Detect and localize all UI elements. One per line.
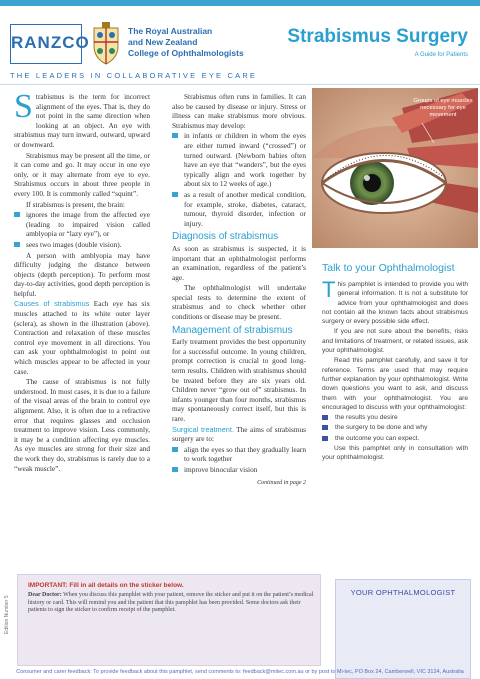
paragraph: If you are not sure about the benefits, risks and limitations of treatment, or related issues, ask your ophthalmologist. bbox=[322, 328, 468, 355]
causes-paragraph bbox=[14, 299, 150, 376]
surgical-heading: Surgical treatment. bbox=[172, 424, 234, 434]
college-logo bbox=[10, 20, 290, 70]
bullet-square-icon bbox=[322, 436, 328, 441]
diagnosis-heading: Diagnosis of strabismus bbox=[172, 231, 279, 243]
management-heading: Management of strabismus bbox=[172, 324, 293, 336]
bullet-square-icon bbox=[172, 447, 178, 452]
bullet-text: sees two images (double vision). bbox=[26, 239, 122, 249]
bullet-text: ignores the image from the affected eye (leading to impaired vision called amblyopia or “lazy eye”), or bbox=[26, 210, 150, 239]
bullet-text: the results you desire bbox=[335, 414, 398, 422]
bullet-square-icon bbox=[14, 212, 20, 217]
paragraph: If strabismus is present, the brain: bbox=[26, 199, 125, 209]
bullet-item bbox=[322, 434, 468, 443]
edition-number: Edition Number 5 bbox=[4, 595, 10, 634]
aim-item bbox=[172, 445, 306, 464]
tagline: THE LEADERS IN COLLABORATIVE EYE CARE bbox=[10, 71, 258, 80]
column-1 bbox=[14, 88, 150, 474]
header-divider bbox=[0, 84, 480, 85]
paragraph: The ophthalmologist will undertake special tests to determine the extent of strabismus and to check whether other conditions or disease may be present. bbox=[172, 283, 306, 322]
bullet-square-icon bbox=[172, 467, 178, 472]
important-body: When you discuss this pamphlet with your patient, remove the sticker and put it on the patient’s medical history or card. This will remind you and the patient that this pamphlet has been provided. Some doctors ask their patients to sign the sticker to confirm receipt of the pamphlet. bbox=[28, 592, 314, 613]
paragraph: The cause of strabismus is not fully understood. In most cases, it is due to a failure of the visual areas of the brain to control eye alignment. Also, it is often due to a refractive error that requires glasses and occlusion treatment to improve vision. Less commonly, it may be a condition affecting eye muscles. As eye muscles are strong for their size and the work they do, strabismus is rarely due to a “weak muscle”. bbox=[14, 377, 150, 473]
top-accent-bar bbox=[0, 0, 480, 6]
paragraph: Read this pamphlet carefully, and save it for reference. Terms are used that may require further explanation by your ophthalmologist. Write down questions you want to ask, and discuss them with your ophthalmologist. You are encouraged to discuss with your ophthalmologist: bbox=[322, 357, 468, 411]
important-text bbox=[28, 592, 314, 615]
bullet-item bbox=[172, 131, 306, 189]
bullet-text: the surgery to be done and why bbox=[335, 424, 428, 432]
ranzco-logo: RANZCO bbox=[10, 24, 82, 64]
paragraph: Strabismus may be present all the time, or it can come and go. It may occur in one eye only, or it may alternate from eye to eye. Strabismus occurs in about three people in every 100. It is commonly called “squint”. bbox=[14, 150, 150, 198]
talk-heading: Talk to your Ophthalmologist bbox=[322, 262, 455, 274]
sclera-label: Sclera bbox=[406, 184, 424, 190]
bullet-square-icon bbox=[172, 192, 178, 197]
aim-item bbox=[172, 465, 306, 475]
muscles-label: Groups of eye muscles necessary for eye movement bbox=[413, 98, 473, 118]
bullet-square-icon bbox=[172, 133, 178, 138]
page-subtitle: A Guide for Patients bbox=[414, 52, 468, 58]
bullet-item bbox=[14, 210, 150, 239]
college-name: The Royal Australian and New Zealand College of Ophthalmologists bbox=[128, 26, 244, 58]
bullet-square-icon bbox=[322, 415, 328, 420]
ophthalmologist-sticker-area bbox=[335, 579, 471, 679]
talk-intro-text: his pamphlet is intended to provide you with general information. It is not a substitute for advice from your ophthalmologist and does not contain all the known facts about strabismus surgery or every possible side effect. bbox=[322, 281, 468, 326]
eye-muscle-illustration bbox=[312, 88, 478, 248]
page-title: Strabismus Surgery bbox=[287, 26, 468, 47]
bullet-item bbox=[322, 423, 468, 432]
bullet-text: improve binocular vision bbox=[184, 464, 258, 474]
intro-text: trabismus is the term for incorrect alignment of the eyes. That is, they do not point in the same direction when looking at an object. An eye with strabismus may turn inward, outward, upward or downward. bbox=[14, 92, 150, 149]
important-notice-box bbox=[17, 574, 321, 666]
causes-heading: Causes of strabismus bbox=[14, 299, 90, 309]
bullet-square-icon bbox=[14, 242, 20, 247]
column-2 bbox=[172, 92, 306, 488]
paragraph: Early treatment provides the best opportunity for a successful outcome. In young children, prompt correction is crucial to good long-term results. Children with strabismus should be treated before they are six years old. Children never “grow out of” strabismus. In infants younger than four months, strabismus may spontaneously correct itself, but this is rare. bbox=[172, 337, 306, 423]
surgical-paragraph bbox=[172, 425, 306, 444]
paragraph: Use this pamphlet only in consultation with your ophthalmologist. bbox=[322, 445, 468, 462]
bullet-item bbox=[14, 240, 150, 250]
bullet-text: as a result of another medical condition, for example, stroke, diabetes, cataract, tumour, thyroid disorder, infection or injury. bbox=[184, 189, 306, 228]
bullet-text: align the eyes so that they gradually learn to work together bbox=[184, 444, 306, 464]
continued-note: Continued in page 2 bbox=[257, 479, 306, 486]
drop-cap: S bbox=[14, 88, 33, 125]
bullet-text: in infants or children in whom the eyes are either turned inward (“crossed”) or turned outward. (Newborn babies often have an eye that “wanders”, but the eyes typically align and work together by about six to 12 weeks of age.) bbox=[184, 131, 306, 189]
bullet-square-icon bbox=[322, 425, 328, 430]
intro-paragraph bbox=[14, 88, 150, 150]
paragraph: Strabismus often runs in families. It can also be caused by disease or injury. Stress or illness can make strabismus more obvious. Strabismus may develop: bbox=[172, 92, 306, 130]
paragraph: As soon as strabismus is suspected, it is important that an ophthalmologist performs an examination, regardless of the patient’s age. bbox=[172, 243, 306, 282]
surgical-text: The aims of strabismus surgery are to: bbox=[172, 424, 306, 444]
important-title: IMPORTANT: Fill in all details on the sticker below. bbox=[28, 582, 184, 589]
bullet-item bbox=[172, 190, 306, 228]
causes-text: Each eye has six muscles attached to its white outer layer (sclera), as shown in the illustration (above). Contraction and relaxation of these muscles control eye movement in all directions. You can ask your ophthalmologist to point out which muscles appear to be affected in your case. bbox=[14, 299, 150, 376]
drop-cap: T bbox=[322, 277, 336, 302]
paragraph: A person with amblyopia may have difficulty judging the distance between objects (depth perception). To perform most day-to-day activities, good depth perception is helpful. bbox=[14, 250, 150, 298]
bullet-text: the outcome you can expect. bbox=[335, 434, 420, 442]
ophthalmologist-box-label: YOUR OPHTHALMOLOGIST bbox=[350, 588, 456, 597]
talk-section bbox=[322, 277, 468, 464]
bullet-item bbox=[322, 413, 468, 422]
dear-doctor-label: Dear Doctor: bbox=[28, 592, 62, 598]
college-crest-icon bbox=[88, 22, 124, 66]
feedback-footer: Consumer and carer feedback: To provide feedback about this pamphlet, send comments to: feedback@mitec.com.au or by post to Mi-tec, PO Box 24, Camberwell, VIC 3124, Australia bbox=[16, 669, 464, 675]
talk-intro bbox=[322, 277, 468, 326]
